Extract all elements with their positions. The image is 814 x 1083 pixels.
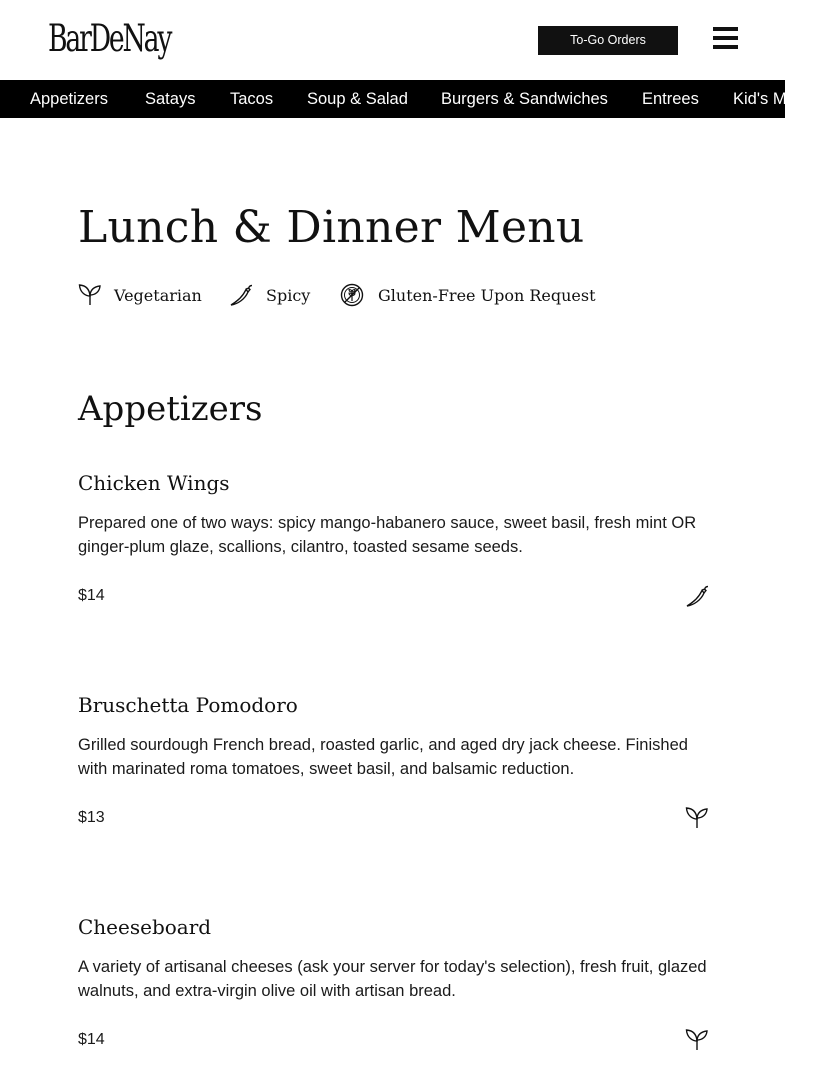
menu-item-name: Bruschetta Pomodoro [78,693,298,717]
site-header [0,0,785,80]
menu-item-description: A variety of artisanal cheeses (ask your server for today's selection), fresh fruit, glazed walnuts, and extra-virgin olive oil with artisan bread. [78,958,707,1000]
nav-item-tacos[interactable]: Tacos [230,90,274,108]
menu-item-name: Cheeseboard [78,915,212,939]
menu-item-price: $14 [78,587,105,604]
menu-item [78,913,710,1058]
menu-item-price: $14 [78,1031,105,1048]
legend-gluten-free-label: Gluten-Free Upon Request [378,286,596,305]
nav-item-burgers-sandwiches[interactable]: Burgers & Sandwiches [441,90,608,108]
vegetarian-icon [685,806,709,830]
nav-item-satays[interactable]: Satays [145,90,196,108]
legend-vegetarian [78,283,208,307]
bardenay-logo[interactable]: BarDeNay [48,17,171,60]
menu-item [78,691,710,836]
category-nav [0,80,814,118]
vegetarian-icon [78,283,102,307]
legend-gluten-free [340,283,596,307]
hamburger-bar [713,27,738,31]
legend-spicy [229,283,319,307]
menu-item-description: Prepared one of two ways: spicy mango-habanero sauce, sweet basil, fresh mint OR ginger-plum glaze, scallions, cilantro, toasted sesame seeds. [78,514,697,556]
hamburger-menu-icon[interactable] [713,27,738,49]
nav-item-kids-menu[interactable]: Kid's Menu [733,90,814,108]
nav-item-appetizers[interactable]: Appetizers [30,90,108,108]
menu-item-name: Chicken Wings [78,471,230,495]
hamburger-bar [713,36,738,40]
page-title: Lunch & Dinner Menu [78,202,585,253]
nav-item-entrees[interactable]: Entrees [642,90,699,108]
menu-item-price: $13 [78,809,105,826]
to-go-orders-button[interactable]: To-Go Orders [538,26,678,55]
hamburger-bar [713,45,738,49]
nav-item-soup-salad[interactable]: Soup & Salad [307,90,408,108]
legend-spicy-label: Spicy [266,286,311,305]
menu-item [78,469,710,614]
section-title-appetizers: Appetizers [78,389,263,429]
vegetarian-icon [685,1028,709,1052]
spicy-icon [229,283,253,307]
gluten-free-icon [340,283,364,307]
menu-item-description: Grilled sourdough French bread, roasted garlic, and aged dry jack cheese. Finished with marinated roma tomatoes, sweet basil, and balsamic reduction. [78,736,688,778]
legend-vegetarian-label: Vegetarian [114,286,202,305]
spicy-icon [685,584,709,608]
